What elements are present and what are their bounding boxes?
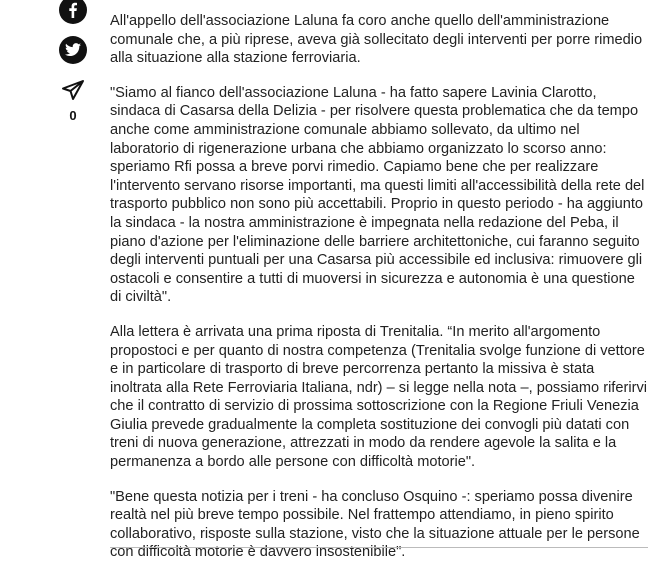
article-body [110, 12, 650, 578]
article-paragraph: Alla lettera è arrivata una prima riposta di Trenitalia. “In merito all'argomento propostoci e per quanto di nostra competenza (Trenitalia svolge funzione di vettore e in particolare di trasporto di breve percorrenza pertanto la missiva è stata inoltrata alla Rete Ferroviaria Italiana, ndr) – si legge nella nota –, possiamo riferirvi che il contratto di servizio di prossima sottoscrizione con la Regione Friuli Venezia Giulia prevede gradualmente la completa sostituzione dei convogli più datati con treni di nuova generazione, attrezzati in modo da rendere agevole la salita e la permanenza a bordo alle persone con difficoltà motorie". [110, 323, 647, 471]
share-rail [58, 0, 88, 123]
send-share-button[interactable] [59, 78, 87, 102]
facebook-icon [66, 2, 80, 18]
twitter-share-button[interactable] [59, 36, 87, 64]
article-paragraph: "Siamo al fianco dell'associazione Laluna - ha fatto sapere Lavinia Clarotto, sindaca di Casarsa della Delizia - per risolvere questa problematica che da tempo anche come amministrazione comunale abbiamo sollevato, da ultimo nel laboratorio di rigenerazione urbana che abbiamo organizzato lo scorso anno: speriamo Rfi possa a breve porvi rimedio. Capiamo bene che per realizzare l'intervento servano risorse importanti, ma questi limiti all'accessibilità della rete del trasporto pubblico non sono più accettabili. Proprio in questo periodo - ha aggiunto la sindaca - la nostra amministrazione è impegnata nella redazione del Peba, il piano d'azione per l'eliminazione delle barriere architettoniche, cui faranno seguito degli interventi puntuali per una Casarsa più accessibile ed inclusiva: rimuovere gli ostacoli e consentire a tutti di muoversi in sicurezza e autonomia è una questione di civiltà". [110, 84, 645, 306]
facebook-share-button[interactable] [59, 0, 87, 24]
send-icon [61, 79, 85, 101]
article-paragraph: "Bene questa notizia per i treni - ha concluso Osquino -: speriamo possa divenire realtà nel più breve tempo possibile. Nel frattempo attendiamo, in pieno spirito collaborativo, risposte sulla stazione, visto che la situazione attuale per le persone con difficoltà motorie è davvero insostenibile". [110, 488, 640, 561]
article-paragraph: All'appello dell'associazione Laluna fa coro anche quello dell'amministrazione comunale che, a più riprese, aveva già sollecitato degli interventi per porre rimedio alla situazione alla stazione ferroviaria. [110, 13, 643, 67]
divider [110, 547, 648, 548]
share-count: 0 [69, 108, 77, 123]
twitter-icon [65, 43, 81, 57]
